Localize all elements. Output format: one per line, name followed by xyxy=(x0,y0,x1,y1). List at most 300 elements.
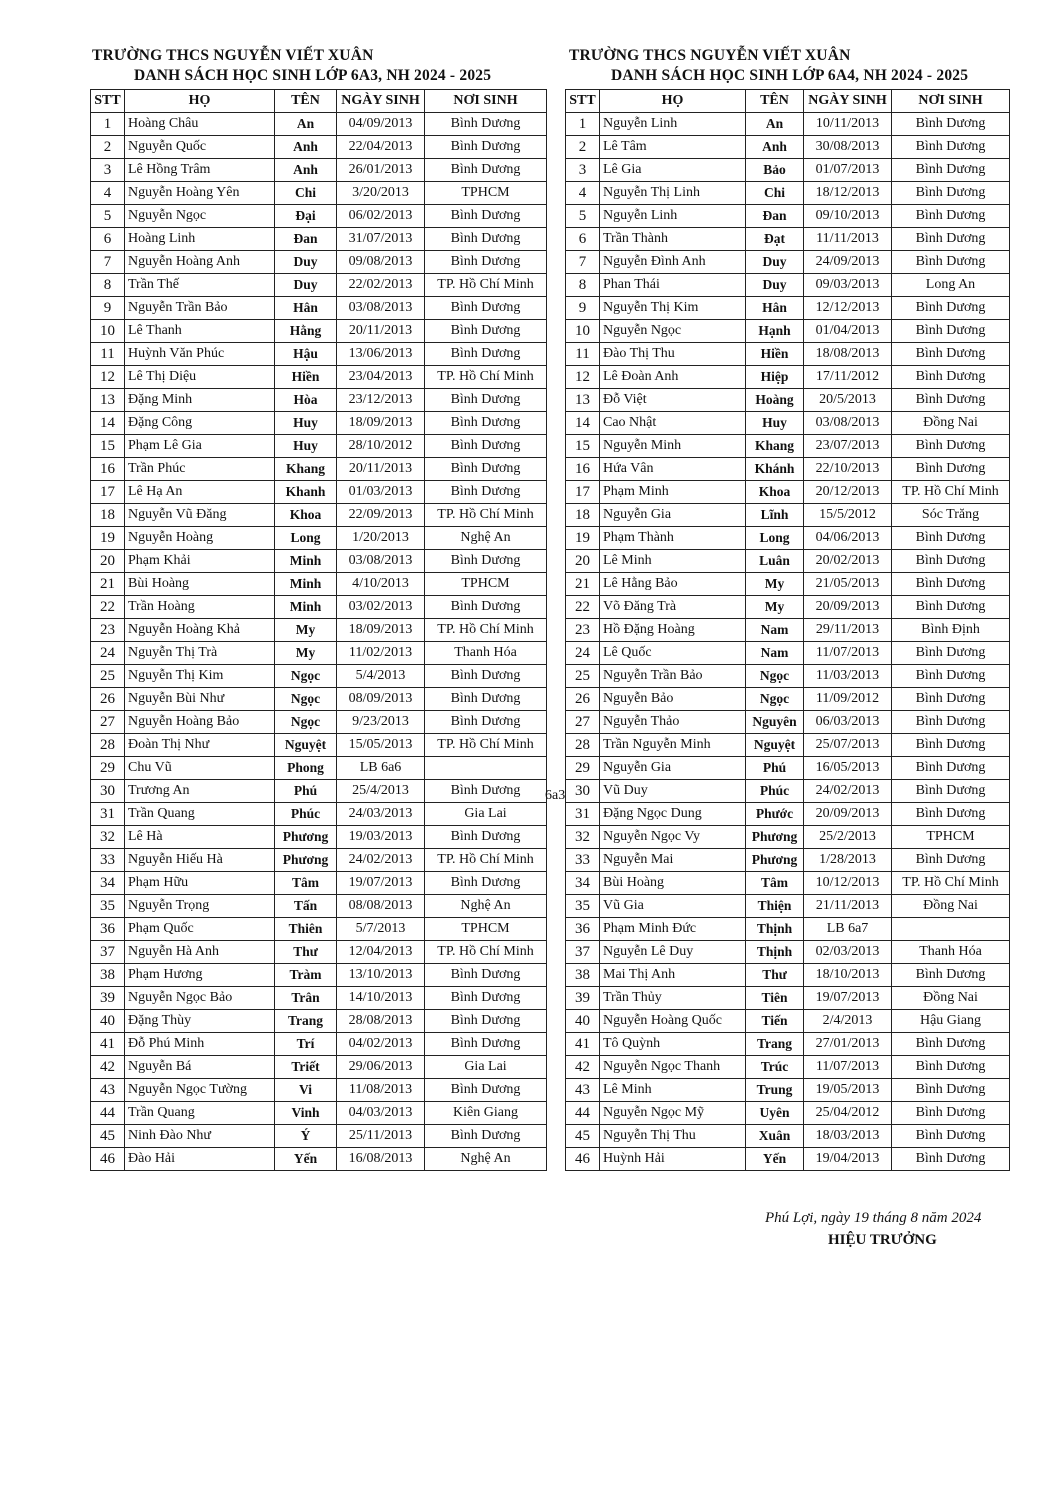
table-row xyxy=(566,435,1010,458)
cell-ngay-sinh: 19/03/2013 xyxy=(337,826,425,849)
cell-noi-sinh: Bình Dương xyxy=(425,205,547,228)
table-row xyxy=(91,573,547,596)
cell-noi-sinh: Bình Dương xyxy=(425,389,547,412)
table-row xyxy=(91,918,547,941)
cell-noi-sinh: Gia Lai xyxy=(425,1056,547,1079)
cell-ngay-sinh: 11/07/2013 xyxy=(804,642,892,665)
cell-stt: 11 xyxy=(566,343,600,366)
cell-noi-sinh xyxy=(425,757,547,780)
cell-ngay-sinh: 06/02/2013 xyxy=(337,205,425,228)
cell-stt: 3 xyxy=(566,159,600,182)
cell-noi-sinh: Bình Dương xyxy=(892,711,1010,734)
cell-noi-sinh: Bình Dương xyxy=(892,159,1010,182)
cell-ten: Thịnh xyxy=(746,918,804,941)
cell-ho: Nguyễn Linh xyxy=(600,113,746,136)
cell-ten: Duy xyxy=(746,274,804,297)
cell-ten: Ý xyxy=(275,1125,337,1148)
cell-ten: Hân xyxy=(275,297,337,320)
cell-ten: Tràm xyxy=(275,964,337,987)
cell-ho: Nguyễn Vũ Đăng xyxy=(125,504,275,527)
cell-ten: Bảo xyxy=(746,159,804,182)
cell-ten: Huy xyxy=(275,412,337,435)
cell-stt: 40 xyxy=(91,1010,125,1033)
cell-ho: Trần Hoàng xyxy=(125,596,275,619)
cell-ngay-sinh: 5/7/2013 xyxy=(337,918,425,941)
cell-ten: Trân xyxy=(275,987,337,1010)
cell-ho: Hứa Vân xyxy=(600,458,746,481)
cell-stt: 22 xyxy=(91,596,125,619)
cell-ho: Đặng Thùy xyxy=(125,1010,275,1033)
cell-noi-sinh: Bình Dương xyxy=(425,1079,547,1102)
table-row xyxy=(566,297,1010,320)
cell-ten: Khang xyxy=(275,458,337,481)
cell-ho: Nguyễn Thị Trà xyxy=(125,642,275,665)
cell-ngay-sinh: 17/11/2012 xyxy=(804,366,892,389)
cell-ten: Anh xyxy=(275,159,337,182)
cell-stt: 29 xyxy=(566,757,600,780)
cell-ngay-sinh: 27/01/2013 xyxy=(804,1033,892,1056)
cell-ngay-sinh: 25/11/2013 xyxy=(337,1125,425,1148)
cell-ho: Nguyễn Minh xyxy=(600,435,746,458)
cell-ngay-sinh: 1/28/2013 xyxy=(804,849,892,872)
cell-stt: 27 xyxy=(566,711,600,734)
list-title: DANH SÁCH HỌC SINH LỚP 6A3, NH 2024 - 2025 xyxy=(134,67,492,84)
cell-stt: 45 xyxy=(91,1125,125,1148)
table-row xyxy=(91,665,547,688)
cell-noi-sinh: Bình Dương xyxy=(425,987,547,1010)
cell-ho: Lê Quốc xyxy=(600,642,746,665)
cell-stt: 38 xyxy=(91,964,125,987)
cell-ngay-sinh: 25/07/2013 xyxy=(804,734,892,757)
cell-ten: Phú xyxy=(746,757,804,780)
cell-ten: Thư xyxy=(746,964,804,987)
cell-ten: Luân xyxy=(746,550,804,573)
table-row xyxy=(91,642,547,665)
cell-ngay-sinh: 19/07/2013 xyxy=(337,872,425,895)
cell-ten: Tâm xyxy=(275,872,337,895)
table-row xyxy=(91,113,547,136)
cell-ngay-sinh: 15/05/2013 xyxy=(337,734,425,757)
cell-ngay-sinh: 18/09/2013 xyxy=(337,619,425,642)
cell-stt: 41 xyxy=(566,1033,600,1056)
cell-ho: Phạm Thành xyxy=(600,527,746,550)
cell-ten: Lĩnh xyxy=(746,504,804,527)
student-table-6a4 xyxy=(565,89,1010,1171)
cell-ho: Trần Thành xyxy=(600,228,746,251)
cell-ho: Trần Thế xyxy=(125,274,275,297)
class-6a4-section xyxy=(565,46,1012,1171)
table-row xyxy=(91,780,547,803)
header-stt: STT xyxy=(566,90,600,113)
table-row xyxy=(91,619,547,642)
cell-ngay-sinh: 20/11/2013 xyxy=(337,320,425,343)
header-stt: STT xyxy=(91,90,125,113)
cell-ngay-sinh: 2/4/2013 xyxy=(804,1010,892,1033)
cell-ho: Trần Quang xyxy=(125,803,275,826)
cell-ten: Chi xyxy=(746,182,804,205)
cell-ten: Ngọc xyxy=(746,688,804,711)
cell-noi-sinh: Bình Dương xyxy=(892,803,1010,826)
header-ten: TÊN xyxy=(275,90,337,113)
cell-ngay-sinh: 22/04/2013 xyxy=(337,136,425,159)
cell-ngay-sinh: 14/10/2013 xyxy=(337,987,425,1010)
cell-ten: Phúc xyxy=(746,780,804,803)
table-row xyxy=(566,619,1010,642)
cell-ten: Ngọc xyxy=(275,688,337,711)
cell-stt: 16 xyxy=(91,458,125,481)
cell-ngay-sinh: 22/09/2013 xyxy=(337,504,425,527)
cell-ho: Nguyễn Ngọc Mỹ xyxy=(600,1102,746,1125)
cell-stt: 14 xyxy=(91,412,125,435)
cell-noi-sinh: Bình Dương xyxy=(425,1010,547,1033)
cell-stt: 39 xyxy=(91,987,125,1010)
table-row xyxy=(566,550,1010,573)
cell-stt: 3 xyxy=(91,159,125,182)
cell-ten: Anh xyxy=(746,136,804,159)
cell-ngay-sinh: 04/06/2013 xyxy=(804,527,892,550)
table-row xyxy=(91,987,547,1010)
cell-ho: Nguyễn Thị Kim xyxy=(125,665,275,688)
table-row xyxy=(91,1033,547,1056)
cell-ten: Đại xyxy=(275,205,337,228)
cell-ten: Hiệp xyxy=(746,366,804,389)
table-row xyxy=(566,159,1010,182)
cell-ngay-sinh: 11/02/2013 xyxy=(337,642,425,665)
cell-noi-sinh: Đồng Nai xyxy=(892,987,1010,1010)
cell-noi-sinh: Sóc Trăng xyxy=(892,504,1010,527)
cell-ten: Vi xyxy=(275,1079,337,1102)
cell-ngay-sinh: 20/09/2013 xyxy=(804,803,892,826)
cell-ngay-sinh: 03/02/2013 xyxy=(337,596,425,619)
cell-noi-sinh: TPHCM xyxy=(425,573,547,596)
cell-ten: Đan xyxy=(275,228,337,251)
cell-ten: Duy xyxy=(746,251,804,274)
cell-ngay-sinh: 31/07/2013 xyxy=(337,228,425,251)
cell-ten: Nguyệt xyxy=(275,734,337,757)
cell-stt: 37 xyxy=(566,941,600,964)
cell-ho: Đặng Công xyxy=(125,412,275,435)
table-row xyxy=(566,366,1010,389)
cell-ho: Nguyễn Ngọc Bảo xyxy=(125,987,275,1010)
cell-ngay-sinh: 25/04/2012 xyxy=(804,1102,892,1125)
cell-ten: Ngọc xyxy=(746,665,804,688)
cell-noi-sinh: TPHCM xyxy=(425,182,547,205)
table-row xyxy=(566,389,1010,412)
cell-ten: My xyxy=(746,596,804,619)
cell-ngay-sinh: 21/05/2013 xyxy=(804,573,892,596)
table-row xyxy=(566,826,1010,849)
cell-ho: Nguyễn Mai xyxy=(600,849,746,872)
cell-ho: Ninh Đào Như xyxy=(125,1125,275,1148)
cell-ho: Bùi Hoàng xyxy=(600,872,746,895)
cell-noi-sinh: Bình Dương xyxy=(892,688,1010,711)
cell-ten: Ngọc xyxy=(275,711,337,734)
cell-noi-sinh: Bình Định xyxy=(892,619,1010,642)
cell-noi-sinh: Đồng Nai xyxy=(892,412,1010,435)
cell-noi-sinh: Kiên Giang xyxy=(425,1102,547,1125)
cell-ngay-sinh: 04/09/2013 xyxy=(337,113,425,136)
cell-ngay-sinh: 09/08/2013 xyxy=(337,251,425,274)
cell-ho: Phạm Hữu xyxy=(125,872,275,895)
table-row xyxy=(91,872,547,895)
cell-stt: 34 xyxy=(566,872,600,895)
table-row xyxy=(91,389,547,412)
cell-ho: Nguyễn Quốc xyxy=(125,136,275,159)
cell-noi-sinh: Bình Dương xyxy=(425,113,547,136)
cell-stt: 8 xyxy=(566,274,600,297)
school-name: TRƯỜNG THCS NGUYỄN VIẾT XUÂN xyxy=(92,47,374,64)
cell-ten: Phú xyxy=(275,780,337,803)
cell-ngay-sinh: 12/04/2013 xyxy=(337,941,425,964)
cell-ho: Lê Tâm xyxy=(600,136,746,159)
cell-ten: Minh xyxy=(275,550,337,573)
table-row xyxy=(566,481,1010,504)
table-row xyxy=(91,964,547,987)
table-row xyxy=(91,412,547,435)
table-row xyxy=(91,228,547,251)
table-row xyxy=(91,596,547,619)
table-row xyxy=(566,780,1010,803)
cell-stt: 44 xyxy=(566,1102,600,1125)
cell-ten: Nam xyxy=(746,642,804,665)
cell-ho: Lê Hà xyxy=(125,826,275,849)
table-row xyxy=(566,734,1010,757)
cell-stt: 33 xyxy=(91,849,125,872)
cell-ten: Nguyệt xyxy=(746,734,804,757)
signer-title: HIỆU TRƯỞNG xyxy=(828,1232,937,1248)
cell-stt: 1 xyxy=(91,113,125,136)
cell-ho: Trần Phúc xyxy=(125,458,275,481)
cell-stt: 5 xyxy=(91,205,125,228)
cell-ngay-sinh: 09/10/2013 xyxy=(804,205,892,228)
cell-ho: Trần Thủy xyxy=(600,987,746,1010)
cell-stt: 9 xyxy=(566,297,600,320)
cell-ten: Khang xyxy=(746,435,804,458)
table-row xyxy=(91,504,547,527)
class-marker: 6a3 xyxy=(545,788,566,803)
table-row xyxy=(566,711,1010,734)
cell-noi-sinh: Bình Dương xyxy=(892,1102,1010,1125)
cell-stt: 34 xyxy=(91,872,125,895)
cell-ten: Long xyxy=(275,527,337,550)
cell-ngay-sinh: 9/23/2013 xyxy=(337,711,425,734)
cell-ngay-sinh: 18/03/2013 xyxy=(804,1125,892,1148)
cell-ten: Tiến xyxy=(746,1010,804,1033)
cell-ho: Hồ Đặng Hoàng xyxy=(600,619,746,642)
cell-ho: Nguyễn Ngọc xyxy=(125,205,275,228)
header-ngay-sinh: NGÀY SINH xyxy=(337,90,425,113)
cell-ho: Nguyễn Hoàng Bảo xyxy=(125,711,275,734)
cell-ngay-sinh: 18/08/2013 xyxy=(804,343,892,366)
cell-ho: Phạm Hương xyxy=(125,964,275,987)
cell-ho: Cao Nhật xyxy=(600,412,746,435)
cell-ten: Trang xyxy=(275,1010,337,1033)
cell-noi-sinh: Bình Dương xyxy=(892,136,1010,159)
cell-ten: Huy xyxy=(746,412,804,435)
table-row xyxy=(566,527,1010,550)
cell-stt: 30 xyxy=(91,780,125,803)
table-row xyxy=(566,343,1010,366)
table-row xyxy=(566,458,1010,481)
table-row xyxy=(91,159,547,182)
cell-ho: Trần Quang xyxy=(125,1102,275,1125)
cell-ten: Yến xyxy=(746,1148,804,1171)
cell-ho: Lê Đoàn Anh xyxy=(600,366,746,389)
cell-ten: Tấn xyxy=(275,895,337,918)
cell-stt: 23 xyxy=(566,619,600,642)
cell-noi-sinh: Bình Dương xyxy=(892,228,1010,251)
table-row xyxy=(566,228,1010,251)
cell-ngay-sinh: 18/10/2013 xyxy=(804,964,892,987)
table-row xyxy=(91,297,547,320)
cell-ho: Nguyễn Hà Anh xyxy=(125,941,275,964)
table-row xyxy=(566,1010,1010,1033)
cell-stt: 19 xyxy=(91,527,125,550)
cell-ho: Nguyễn Thị Kim xyxy=(600,297,746,320)
cell-ngay-sinh: 16/05/2013 xyxy=(804,757,892,780)
cell-noi-sinh: Bình Dương xyxy=(892,964,1010,987)
table-row xyxy=(91,849,547,872)
cell-noi-sinh: Bình Dương xyxy=(425,1125,547,1148)
cell-ho: Nguyễn Hoàng Quốc xyxy=(600,1010,746,1033)
table-row xyxy=(566,849,1010,872)
cell-noi-sinh: TP. Hồ Chí Minh xyxy=(892,872,1010,895)
table-row xyxy=(91,941,547,964)
cell-ho: Nguyễn Thị Thu xyxy=(600,1125,746,1148)
cell-ngay-sinh: 02/03/2013 xyxy=(804,941,892,964)
cell-ten: Trí xyxy=(275,1033,337,1056)
cell-ten: Chi xyxy=(275,182,337,205)
cell-ngay-sinh: 01/04/2013 xyxy=(804,320,892,343)
cell-ngay-sinh: 3/20/2013 xyxy=(337,182,425,205)
cell-ho: Lê Hạ An xyxy=(125,481,275,504)
school-name: TRƯỜNG THCS NGUYỄN VIẾT XUÂN xyxy=(569,47,851,64)
cell-stt: 12 xyxy=(566,366,600,389)
cell-ngay-sinh: LB 6a6 xyxy=(337,757,425,780)
cell-noi-sinh: Bình Dương xyxy=(425,964,547,987)
cell-ngay-sinh: 13/10/2013 xyxy=(337,964,425,987)
cell-noi-sinh: Bình Dương xyxy=(892,343,1010,366)
cell-ho: Nguyễn Thảo xyxy=(600,711,746,734)
cell-noi-sinh: Bình Dương xyxy=(425,688,547,711)
table-row xyxy=(566,918,1010,941)
cell-noi-sinh: Gia Lai xyxy=(425,803,547,826)
cell-ten: Huy xyxy=(275,435,337,458)
cell-noi-sinh: Bình Dương xyxy=(892,527,1010,550)
cell-stt: 31 xyxy=(566,803,600,826)
cell-ten: Tiên xyxy=(746,987,804,1010)
list-title: DANH SÁCH HỌC SINH LỚP 6A4, NH 2024 - 2025 xyxy=(611,67,969,84)
class-6a3-section xyxy=(88,46,548,1171)
cell-ho: Lê Gia xyxy=(600,159,746,182)
cell-ten: Phương xyxy=(746,849,804,872)
table-row xyxy=(566,1079,1010,1102)
cell-ngay-sinh: 15/5/2012 xyxy=(804,504,892,527)
cell-ngay-sinh: 03/08/2013 xyxy=(337,550,425,573)
cell-stt: 13 xyxy=(91,389,125,412)
cell-stt: 4 xyxy=(91,182,125,205)
cell-ngay-sinh: 24/03/2013 xyxy=(337,803,425,826)
header-ngay-sinh: NGÀY SINH xyxy=(804,90,892,113)
cell-ho: Vũ Duy xyxy=(600,780,746,803)
cell-ho: Đặng Minh xyxy=(125,389,275,412)
cell-ten: An xyxy=(746,113,804,136)
cell-ngay-sinh: 01/07/2013 xyxy=(804,159,892,182)
cell-noi-sinh: Bình Dương xyxy=(425,1033,547,1056)
cell-ngay-sinh: 23/04/2013 xyxy=(337,366,425,389)
cell-noi-sinh: TP. Hồ Chí Minh xyxy=(425,366,547,389)
table-row xyxy=(91,550,547,573)
cell-ho: Nguyễn Trọng xyxy=(125,895,275,918)
cell-ho: Nguyễn Linh xyxy=(600,205,746,228)
cell-ngay-sinh: 01/03/2013 xyxy=(337,481,425,504)
cell-ten: My xyxy=(275,642,337,665)
table-row xyxy=(566,941,1010,964)
cell-noi-sinh: Bình Dương xyxy=(892,849,1010,872)
table-row xyxy=(91,1056,547,1079)
cell-noi-sinh: Bình Dương xyxy=(425,251,547,274)
cell-noi-sinh: Bình Dương xyxy=(425,481,547,504)
table-row xyxy=(566,642,1010,665)
table-row xyxy=(91,895,547,918)
cell-noi-sinh: Bình Dương xyxy=(425,665,547,688)
cell-stt: 35 xyxy=(91,895,125,918)
cell-noi-sinh: Long An xyxy=(892,274,1010,297)
table-row xyxy=(566,1125,1010,1148)
cell-stt: 6 xyxy=(91,228,125,251)
table-body xyxy=(91,113,547,1171)
cell-ten: Hạnh xyxy=(746,320,804,343)
cell-stt: 14 xyxy=(566,412,600,435)
cell-stt: 21 xyxy=(566,573,600,596)
cell-ngay-sinh: 23/07/2013 xyxy=(804,435,892,458)
table-row xyxy=(91,803,547,826)
cell-ten: Duy xyxy=(275,274,337,297)
cell-ten: Hiền xyxy=(275,366,337,389)
cell-ho: Đỗ Phú Minh xyxy=(125,1033,275,1056)
cell-ho: Nguyễn Ngọc Tường xyxy=(125,1079,275,1102)
cell-ho: Nguyễn Bùi Như xyxy=(125,688,275,711)
cell-stt: 10 xyxy=(91,320,125,343)
cell-noi-sinh: Bình Dương xyxy=(892,1079,1010,1102)
cell-ho: Nguyễn Thị Linh xyxy=(600,182,746,205)
header-noi-sinh: NƠI SINH xyxy=(425,90,547,113)
cell-ngay-sinh: 29/06/2013 xyxy=(337,1056,425,1079)
cell-ten: Nguyên xyxy=(746,711,804,734)
cell-noi-sinh: Bình Dương xyxy=(425,596,547,619)
cell-ngay-sinh: 10/11/2013 xyxy=(804,113,892,136)
cell-ten: Hân xyxy=(746,297,804,320)
cell-noi-sinh: Bình Dương xyxy=(425,320,547,343)
cell-stt: 24 xyxy=(91,642,125,665)
cell-stt: 13 xyxy=(566,389,600,412)
cell-stt: 42 xyxy=(91,1056,125,1079)
cell-ho: Bùi Hoàng xyxy=(125,573,275,596)
table-row xyxy=(91,734,547,757)
cell-stt: 22 xyxy=(566,596,600,619)
table-row xyxy=(566,757,1010,780)
cell-ten: Hòa xyxy=(275,389,337,412)
cell-ngay-sinh: 24/02/2013 xyxy=(337,849,425,872)
cell-ten: My xyxy=(275,619,337,642)
cell-noi-sinh: Thanh Hóa xyxy=(425,642,547,665)
cell-ten: Phương xyxy=(275,826,337,849)
table-row xyxy=(566,136,1010,159)
table-row xyxy=(566,1033,1010,1056)
cell-ten: Thịnh xyxy=(746,941,804,964)
cell-stt: 30 xyxy=(566,780,600,803)
header-ten: TÊN xyxy=(746,90,804,113)
